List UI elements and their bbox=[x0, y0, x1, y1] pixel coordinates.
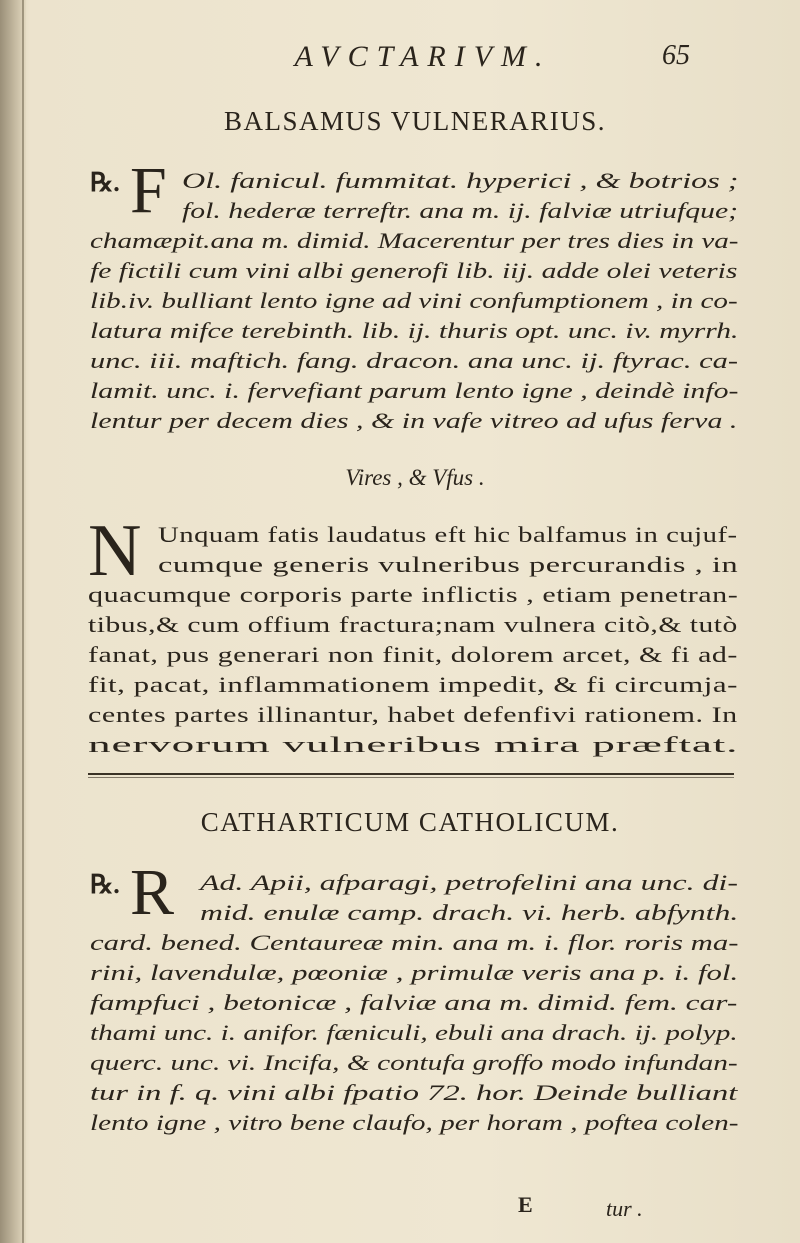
recipe-symbol: ℞. bbox=[90, 168, 120, 197]
recipe-line: tur in f. q. vini albi fpatio 72. hor. Deinde bulliant bbox=[90, 1080, 738, 1105]
recipe-line: rini, lavendulæ, pœoniæ , primulæ veris ana p. i. fol. bbox=[90, 960, 739, 985]
drop-cap-r: R bbox=[130, 856, 175, 929]
body-line: quacumque corporis parte inflictis , etiam penetran- bbox=[88, 582, 739, 607]
recipe-line: lib.iv. bulliant lento igne ad vini confumptionem , in co- bbox=[90, 288, 738, 313]
catchword: tur . bbox=[606, 1196, 643, 1221]
recipe-line: Ol. fanicul. fummitat. hyperici , & botrios ; bbox=[182, 168, 739, 193]
subheading-vires-usus: Vires , & Vfus . bbox=[345, 465, 485, 490]
section-title-catharticum: CATHARTICUM CATHOLICUM. bbox=[200, 807, 620, 837]
body-line: fanat, pus generari non finit, dolorem arcet, & fi ad- bbox=[88, 642, 738, 667]
body-line: tibus,& cum offium fractura;nam vulnera citò,& tutò bbox=[88, 612, 738, 637]
body-line: nervorum vulneribus mira præftat. bbox=[88, 732, 739, 757]
recipe-line: mid. enulæ camp. drach. vi. herb. abfynth. bbox=[200, 900, 739, 925]
body-line: Unquam fatis laudatus eft hic balfamus in cujuf- bbox=[158, 522, 738, 547]
body-line: centes partes illinantur, habet defenfivi rationem. In bbox=[88, 702, 738, 727]
recipe-line: Ad. Apii, afparagi, petrofelini ana unc. di- bbox=[200, 870, 738, 895]
drop-cap-n: N bbox=[88, 510, 142, 592]
body-line: cumque generis vulneribus percurandis , in bbox=[158, 552, 739, 577]
recipe-line: card. bened. Centaureæ min. ana m. i. flor. roris ma- bbox=[90, 930, 739, 955]
page-number: 65 bbox=[662, 40, 690, 71]
recipe-line: fol. hederæ terreftr. ana m. ij. falviæ utriufque; bbox=[182, 198, 739, 223]
recipe-line: thami unc. i. anifor. fæniculi, ebuli ana drach. ij. polyp. bbox=[90, 1020, 738, 1045]
running-head: AVCTARIVM. bbox=[294, 40, 552, 73]
recipe-line: latura mifce terebinth. lib. ij. thuris opt. unc. iv. myrrh. bbox=[90, 318, 739, 343]
recipe-line: lento igne , vitro bene claufo, per horam , poftea colen- bbox=[90, 1110, 739, 1135]
recipe-line: unc. iii. maftich. fang. dracon. ana unc. ij. ftyrac. ca- bbox=[90, 348, 739, 373]
signature-mark: E bbox=[518, 1192, 533, 1217]
recipe-line: fe fictili cum vini albi generofi lib. iij. adde olei veteris bbox=[90, 258, 738, 283]
recipe-symbol: ℞. bbox=[90, 870, 120, 899]
page-edge-line bbox=[22, 0, 24, 1243]
drop-cap-f: F bbox=[130, 154, 167, 227]
section-title-balsamus: BALSAMUS VULNERARIUS. bbox=[223, 106, 607, 136]
recipe-line: lentur per decem dies , & in vafe vitreo ad ufus ferva . bbox=[90, 408, 738, 433]
recipe-line: lamit. unc. i. fervefiant parum lento igne , deindè info- bbox=[90, 378, 739, 403]
section-divider-rule bbox=[88, 773, 734, 775]
recipe-line: chamæpit.ana m. dimid. Macerentur per tres dies in va- bbox=[90, 228, 739, 253]
recipe-line: querc. unc. vi. Incifa, & contufa groffo modo infundan- bbox=[90, 1050, 738, 1075]
section-divider-rule-thin bbox=[88, 777, 734, 778]
body-line: fit, pacat, inflammationem impedit, & fi circumja- bbox=[88, 672, 738, 697]
recipe-line: fampfuci , betonicæ , falviæ ana m. dimid. fem. car- bbox=[90, 990, 738, 1015]
